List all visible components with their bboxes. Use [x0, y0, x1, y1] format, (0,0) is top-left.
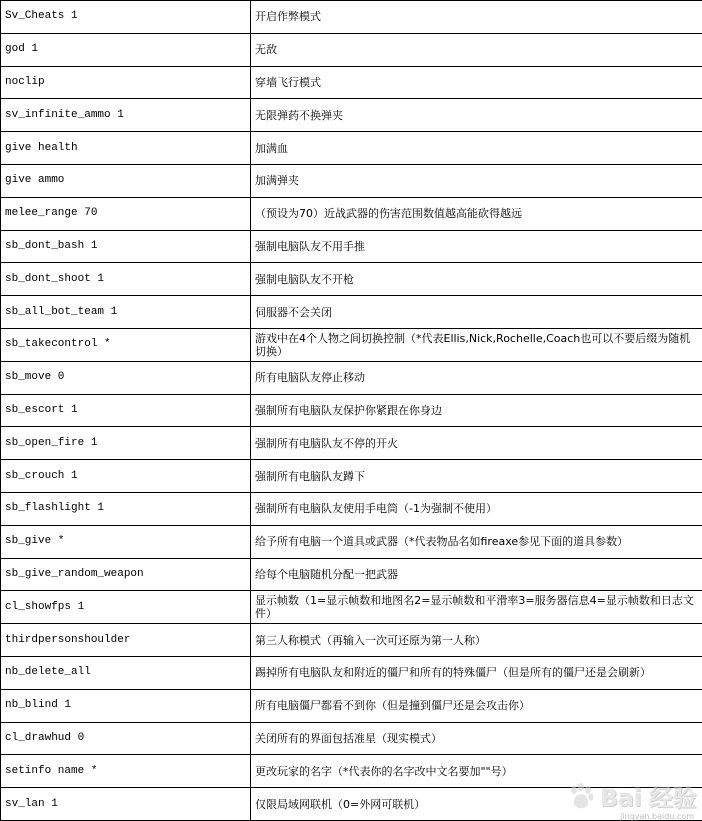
description-cell: 穿墙飞行模式: [251, 66, 702, 99]
table-row: [1, 624, 702, 657]
command-cell: melee_range 70: [1, 197, 251, 230]
description-cell: 给予所有电脑一个道具或武器（*代表物品名如fireaxe参见下面的道具参数）: [251, 525, 702, 558]
command-cell: sv_infinite_ammo 1: [1, 99, 251, 132]
table-row: [1, 656, 702, 689]
command-cell: sb_give_random_weapon: [1, 558, 251, 591]
command-cell: sb_all_bot_team 1: [1, 296, 251, 329]
table-row: [1, 558, 702, 591]
table-row: [1, 394, 702, 427]
table-row: [1, 296, 702, 329]
table-row: [1, 66, 702, 99]
watermark-text: Bai 经验: [599, 784, 696, 812]
command-cell: sb_move 0: [1, 361, 251, 394]
description-cell: 踢掉所有电脑队友和附近的僵尸和所有的特殊僵尸（但是所有的僵尸还是会刷新）: [251, 656, 702, 689]
command-cell: give health: [1, 132, 251, 165]
command-cell: sb_takecontrol *: [1, 328, 251, 361]
table-row: [1, 361, 702, 394]
table-row: [1, 427, 702, 460]
table-row: [1, 591, 702, 624]
command-cell: sb_dont_shoot 1: [1, 263, 251, 296]
table-row: [1, 230, 702, 263]
description-cell: 强制所有电脑队友使用手电筒（-1为强制不使用）: [251, 492, 702, 525]
table-row: [1, 492, 702, 525]
table-row: [1, 525, 702, 558]
command-cell: sv_lan 1: [1, 788, 251, 821]
table-row: [1, 722, 702, 755]
description-cell: 无限弹药不换弹夹: [251, 99, 702, 132]
description-cell: 所有电脑僵尸都看不到你（但是撞到僵尸还是会攻击你）: [251, 689, 702, 722]
table-row: [1, 263, 702, 296]
watermark-url: jingyan.baidu.com: [620, 812, 694, 821]
description-cell: 无敌: [251, 33, 702, 66]
description-cell: 强制电脑队友不开枪: [251, 263, 702, 296]
table-row: [1, 132, 702, 165]
command-cell: cl_drawhud 0: [1, 722, 251, 755]
command-cell: nb_blind 1: [1, 689, 251, 722]
description-cell: 强制所有电脑队友不停的开火: [251, 427, 702, 460]
command-cell: give ammo: [1, 164, 251, 197]
command-cell: thirdpersonshoulder: [1, 624, 251, 657]
description-cell: 强制所有电脑队友蹲下: [251, 460, 702, 493]
description-cell: （预设为70）近战武器的伤害范围数值越高能砍得越远: [251, 197, 702, 230]
command-cell: sb_flashlight 1: [1, 492, 251, 525]
table-row: [1, 33, 702, 66]
description-cell: 仅限局域网联机（0=外网可联机）: [251, 788, 702, 821]
description-cell: 游戏中在4个人物之间切换控制（*代表Ellis,Nick,Rochelle,Coach也可以不要后缀为随机切换）: [251, 328, 702, 361]
table-row: [1, 164, 702, 197]
command-cell: Sv_Cheats 1: [1, 1, 251, 34]
table-row: [1, 1, 702, 34]
description-cell: 开启作弊模式: [251, 1, 702, 34]
table-row: [1, 755, 702, 788]
description-cell: 显示帧数（1=显示帧数和地图名2=显示帧数和平滑率3=服务器信息4=显示帧数和日志文件）: [251, 591, 702, 624]
commands-table-body: [1, 1, 702, 821]
command-cell: noclip: [1, 66, 251, 99]
table-row: [1, 460, 702, 493]
description-cell: 加满血: [251, 132, 702, 165]
description-cell: 第三人称模式（再输入一次可还原为第一人称）: [251, 624, 702, 657]
command-cell: sb_escort 1: [1, 394, 251, 427]
command-cell: nb_delete_all: [1, 656, 251, 689]
command-cell: sb_give *: [1, 525, 251, 558]
table-row: [1, 788, 702, 821]
description-cell: 强制电脑队友不用手推: [251, 230, 702, 263]
command-cell: setinfo name *: [1, 755, 251, 788]
command-cell: sb_open_fire 1: [1, 427, 251, 460]
description-cell: 所有电脑队友停止移动: [251, 361, 702, 394]
table-row: [1, 689, 702, 722]
table-row: [1, 197, 702, 230]
description-cell: 更改玩家的名字（*代表你的名字改中文名要加""号）: [251, 755, 702, 788]
command-cell: sb_dont_bash 1: [1, 230, 251, 263]
command-cell: god 1: [1, 33, 251, 66]
table-row: [1, 99, 702, 132]
description-cell: 强制所有电脑队友保护你紧跟在你身边: [251, 394, 702, 427]
description-cell: 伺服器不会关闭: [251, 296, 702, 329]
command-cell: sb_crouch 1: [1, 460, 251, 493]
command-cell: cl_showfps 1: [1, 591, 251, 624]
description-cell: 关闭所有的界面包括准星（现实模式）: [251, 722, 702, 755]
table-row: [1, 328, 702, 361]
description-cell: 给每个电脑随机分配一把武器: [251, 558, 702, 591]
description-cell: 加满弹夹: [251, 164, 702, 197]
